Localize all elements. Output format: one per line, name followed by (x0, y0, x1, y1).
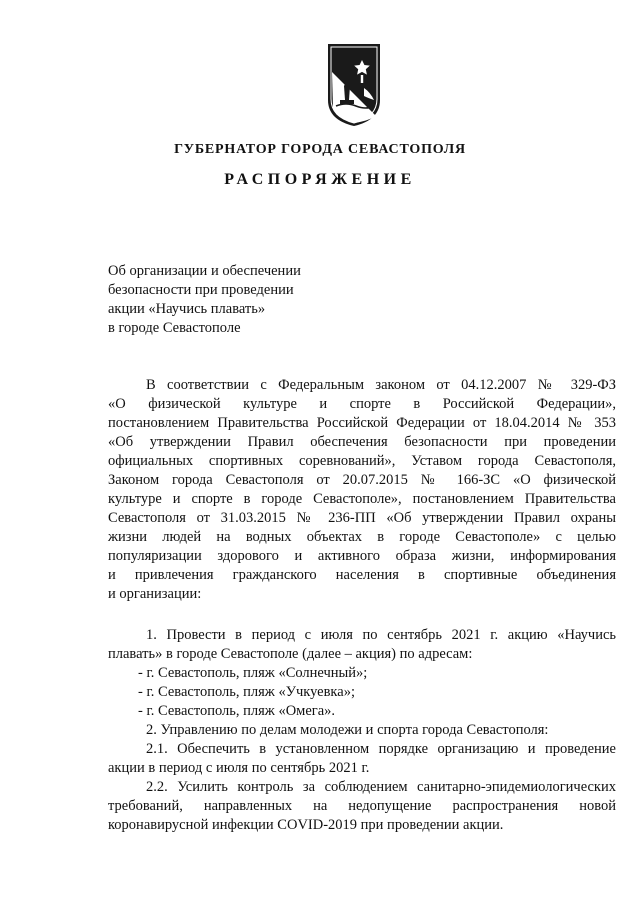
subject-line: акции «Научись плавать» (108, 301, 266, 317)
subject-line: Об организации и обеспечении (108, 263, 301, 279)
address-item: - г. Севастополь, пляж «Учкуевка»; (138, 684, 355, 700)
address-item: - г. Севастополь, пляж «Омега». (138, 703, 336, 719)
document-type-title: РАСПОРЯЖЕНИЕ (224, 171, 416, 188)
address-item: - г. Севастополь, пляж «Солнечный»; (138, 665, 368, 681)
clause-2-2-line: коронавирусной инфекции COVID-2019 при проведении акции. (108, 817, 504, 833)
preamble-line: культуре и спорте в городе Севастополе», постановлением Правительства (108, 491, 616, 507)
preamble-paragraph (108, 376, 616, 604)
preamble-line: и привлечения гражданского населения в спортивные объединения (108, 567, 616, 583)
preamble-line: жизни людей на водных объектах в городе Севастополе» с целью (108, 529, 616, 545)
document-subject (108, 262, 368, 338)
preamble-line: «О физической культуре и спорте в Российской Федерации», (108, 396, 616, 412)
subject-line: безопасности при проведении (108, 282, 294, 298)
preamble-line: Севастополя от 31.03.2015 № 236-ПП «Об утверждении Правил охраны (108, 510, 616, 526)
preamble-line: постановлением Правительства Российской Федерации от 18.04.2014 № 353 (108, 415, 616, 431)
clause-1-line: плавать» в городе Севастополе (далее – акция) по адресам: (108, 646, 473, 662)
preamble-line: популяризации здорового и активного образа жизни, информирования (108, 548, 616, 564)
authority-title: ГУБЕРНАТОР ГОРОДА СЕВАСТОПОЛЯ (174, 142, 466, 157)
subject-line: в городе Севастополе (108, 320, 241, 336)
preamble-line: и организации: (108, 586, 202, 602)
clause-1-line: 1. Провести в период с июля по сентябрь 2021 г. акцию «Научись (146, 627, 616, 643)
clause-2-2-line: 2.2. Усилить контроль за соблюдением санитарно-эпидемиологических (146, 779, 616, 795)
sevastopol-coat-of-arms-icon (322, 42, 386, 128)
preamble-line: Законом города Севастополя от 20.07.2015 № 166-ЗС «О физической (108, 472, 616, 488)
clause-2-1-line: акции в период с июля по сентябрь 2021 г. (108, 760, 370, 776)
clause-2-line: 2. Управлению по делам молодежи и спорта города Севастополя: (146, 722, 549, 738)
preamble-line: «Об утверждении Правил обеспечения безопасности при проведении (108, 434, 616, 450)
clause-2-1-line: 2.1. Обеспечить в установленном порядке организацию и проведение (146, 741, 616, 757)
preamble-line: официальных спортивных соревнований», Уставом города Севастополя, (108, 453, 616, 469)
preamble-line: В соответствии с Федеральным законом от 04.12.2007 № 329-ФЗ (146, 377, 616, 393)
clause-2-2-line: требований, направленных на недопущение распространения новой (108, 798, 616, 814)
clauses (108, 626, 616, 835)
